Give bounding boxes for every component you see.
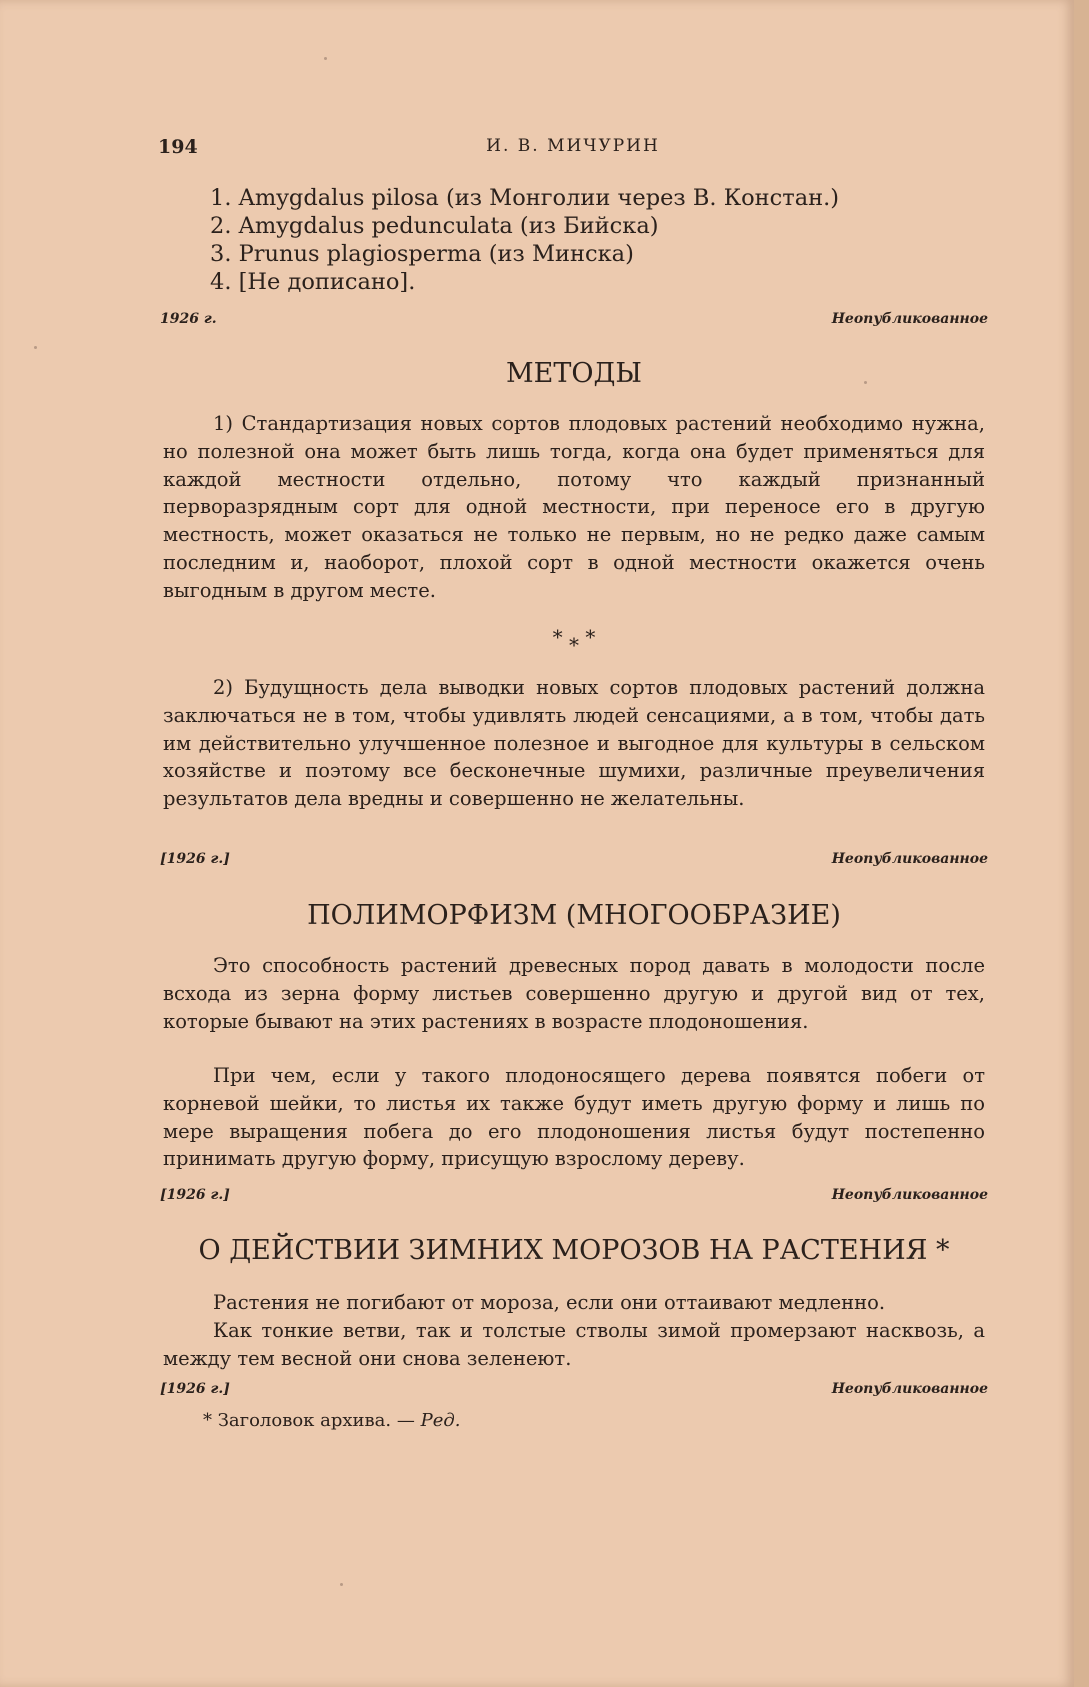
paper-speck (864, 381, 867, 384)
methods-paragraph-1: 1) Стандартизация новых сортов плодовых растений необходимо нужна, но полезной она может быть лишь тогда, когда она будет применяться для каждой местности отдельно, потому что каждый признанный перворазрядным сорт для одной местности, при переносе его в другую местность, может оказаться не только не первым, но не редко даже самым последним и, наоборот, плохой сорт в одной местности окажется очень выгодным в другом месте. (163, 412, 985, 602)
footnote (203, 1410, 461, 1431)
entry-date: [1926 г.] (160, 1187, 230, 1203)
separator-star: * (585, 625, 596, 649)
paper-speck (34, 346, 37, 349)
species-list (210, 184, 839, 296)
polymorphism-paragraph-1: Это способность растений древесных пород давать в молодости после всхода из зерна форму листьев совершенно другую и другой вид от тех, которые бывают на этих растениях в возрасте плодоношения. (163, 954, 985, 1033)
page-number: 194 (158, 136, 198, 158)
entry-meta (160, 311, 988, 333)
separator-star: * (569, 633, 579, 657)
entry-meta (160, 1381, 988, 1403)
entry-date: 1926 г. (160, 311, 217, 327)
list-item: 2. Amygdalus pedunculata (из Бийска) (210, 213, 659, 239)
section-title-frost: О ДЕЙСТВИИ ЗИМНИХ МОРОЗОВ НА РАСТЕНИЯ * (198, 1235, 950, 1266)
section-title-polymorphism: ПОЛИМОРФИЗМ (МНОГООБРАЗИЕ) (307, 900, 841, 931)
page-header (158, 136, 988, 162)
paper-speck (324, 57, 327, 60)
footnote-text: * Заголовок архива. — (203, 1410, 421, 1431)
publication-status: Неопубликованное (831, 1187, 988, 1203)
section-title-methods: МЕТОДЫ (505, 358, 642, 389)
separator-star: * (552, 625, 563, 649)
entry-date: [1926 г.] (160, 851, 230, 867)
list-item: 3. Prunus plagiosperma (из Минска) (210, 241, 634, 267)
frost-paragraph-2: Как тонкие ветви, так и толстые стволы зимой промерзают насквозь, а между тем весной они снова зеленеют. (163, 1319, 985, 1370)
section-separator (160, 625, 988, 657)
list-item: 1. Amygdalus pilosa (из Монголии через В. Констан.) (210, 185, 840, 211)
footnote-editor: Ред. (420, 1410, 461, 1431)
publication-status: Неопубликованное (831, 311, 988, 327)
methods-paragraph-2: 2) Будущность дела выводки новых сортов плодовых растений должна заключаться не в том, чтобы удивлять людей сенсациями, а в том, чтобы дать им действительно улучшенное полезное и выгодное для культуры в сельском хозяйстве и поэтому все бесконечные шумихи, различные преувеличения результатов дела вредны и совершенно не желательны. (163, 676, 985, 811)
list-item: 4. [Не дописано]. (210, 269, 416, 295)
paper-speck (340, 1583, 343, 1586)
polymorphism-paragraph-2: При чем, если у такого плодоносящего дерева появятся побеги от корневой шейки, то листья их также будут иметь другую форму и лишь по мере выращения побега до его плодоношения листья будут постепенно принимать другую форму, присущую взрослому дереву. (163, 1064, 985, 1171)
entry-meta (160, 851, 988, 873)
frost-paragraph-1: Растения не погибают от мороза, если они оттаивают медленно. (213, 1291, 886, 1314)
publication-status: Неопубликованное (831, 851, 988, 867)
page-edge (1074, 0, 1089, 1687)
publication-status: Неопубликованное (831, 1381, 988, 1397)
entry-date: [1926 г.] (160, 1381, 230, 1397)
entry-meta (160, 1187, 988, 1209)
running-title: И. В. МИЧУРИН (486, 136, 660, 156)
